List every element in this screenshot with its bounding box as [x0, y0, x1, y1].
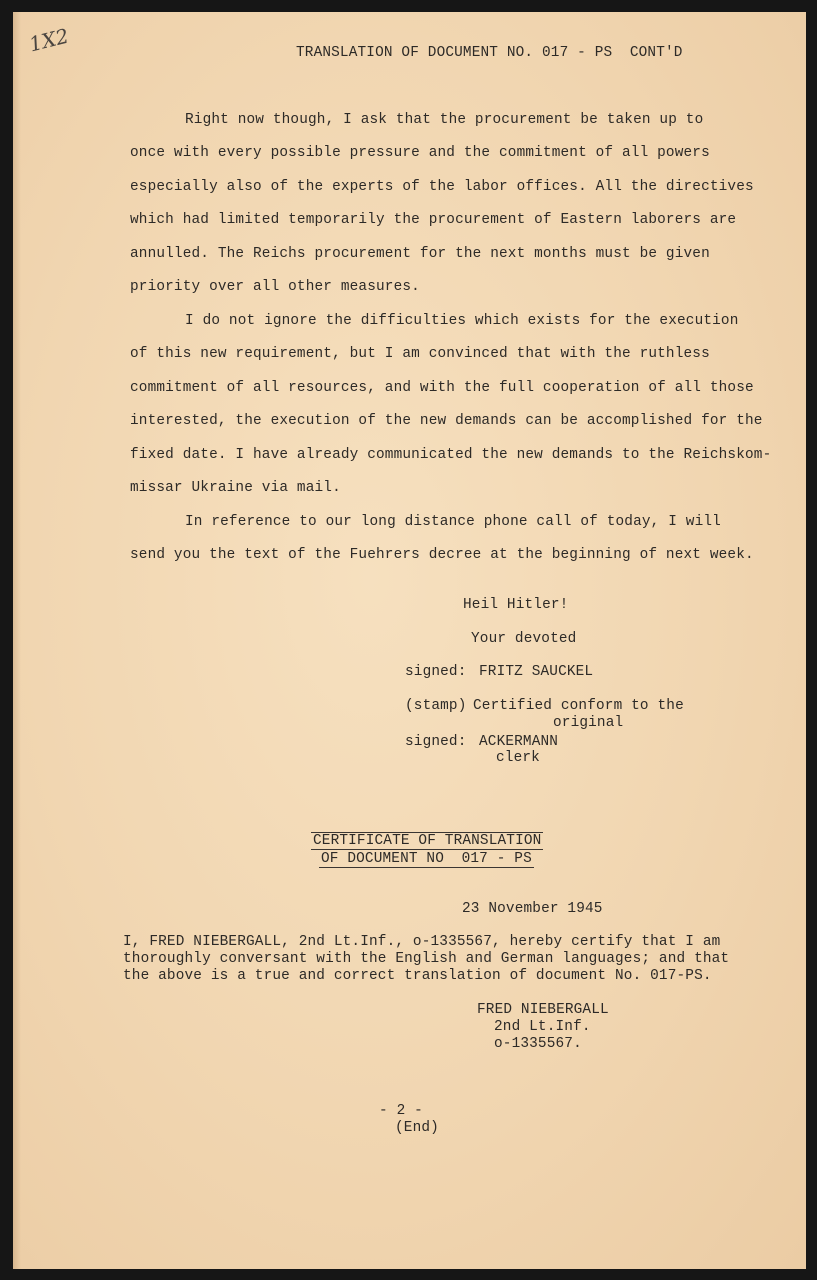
translator-rank: 2nd Lt.Inf. — [494, 1019, 591, 1035]
end-marker: (End) — [395, 1120, 439, 1136]
signer-name: FRITZ SAUCKEL — [479, 664, 594, 680]
para1-line5: annulled. The Reichs procurement for the next months must be given — [130, 246, 710, 262]
para2-line3: commitment of all resources, and with the full cooperation of all those — [130, 380, 754, 396]
stamp-text-original: original — [553, 715, 624, 731]
certificate-date: 23 November 1945 — [462, 901, 603, 917]
certificate-text-line1: I, FRED NIEBERGALL, 2nd Lt.Inf., o-1335567, hereby certify that I am — [123, 934, 721, 950]
stamp-text: Certified conform to the — [473, 698, 684, 714]
translator-name: FRED NIEBERGALL — [477, 1002, 609, 1018]
stamp-label: (stamp) — [405, 698, 467, 714]
para1-line6: priority over all other measures. — [130, 279, 420, 295]
clerk-name: ACKERMANN — [479, 734, 559, 750]
para2-line2: of this new requirement, but I am convinced that with the ruthless — [130, 346, 710, 362]
page-number: - 2 - — [379, 1103, 423, 1119]
para1-line2: once with every possible pressure and the commitment of all powers — [130, 145, 710, 161]
handwritten-margin-note: 1X2 — [26, 23, 72, 57]
signed-label: signed: — [405, 664, 467, 680]
para2-line6: missar Ukraine via mail. — [130, 480, 341, 496]
para2-line1: I do not ignore the difficulties which exists for the execution — [185, 313, 739, 329]
certificate-title-line1: CERTIFICATE OF TRANSLATION — [313, 833, 542, 849]
para1-line1: Right now though, I ask that the procurement be taken up to — [185, 112, 704, 128]
para1-line4: which had limited temporarily the procurement of Eastern laborers are — [130, 212, 737, 228]
salutation: Heil Hitler! — [463, 597, 569, 613]
para2-line5: fixed date. I have already communicated the new demands to the Reichskom- — [130, 447, 772, 463]
signed-label-clerk: signed: — [405, 734, 467, 750]
certificate-title-line2: OF DOCUMENT NO 017 - PS — [321, 851, 532, 867]
document-header: TRANSLATION OF DOCUMENT NO. 017 - PS CONT'D — [296, 45, 683, 61]
devoted-line: Your devoted — [471, 631, 577, 647]
certificate-text-line2: thoroughly conversant with the English and German languages; and that — [123, 951, 730, 967]
document-page — [13, 12, 806, 1269]
certificate-text-line3: the above is a true and correct translation of document No. 017-PS. — [123, 968, 712, 984]
para2-line4: interested, the execution of the new demands can be accomplished for the — [130, 413, 763, 429]
para3-line2: send you the text of the Fuehrers decree at the beginning of next week. — [130, 547, 754, 563]
para3-line1: In reference to our long distance phone call of today, I will — [185, 514, 721, 530]
para1-line3: especially also of the experts of the labor offices. All the directives — [130, 179, 754, 195]
translator-serial: o-1335567. — [494, 1036, 582, 1052]
clerk-title: clerk — [496, 750, 540, 766]
